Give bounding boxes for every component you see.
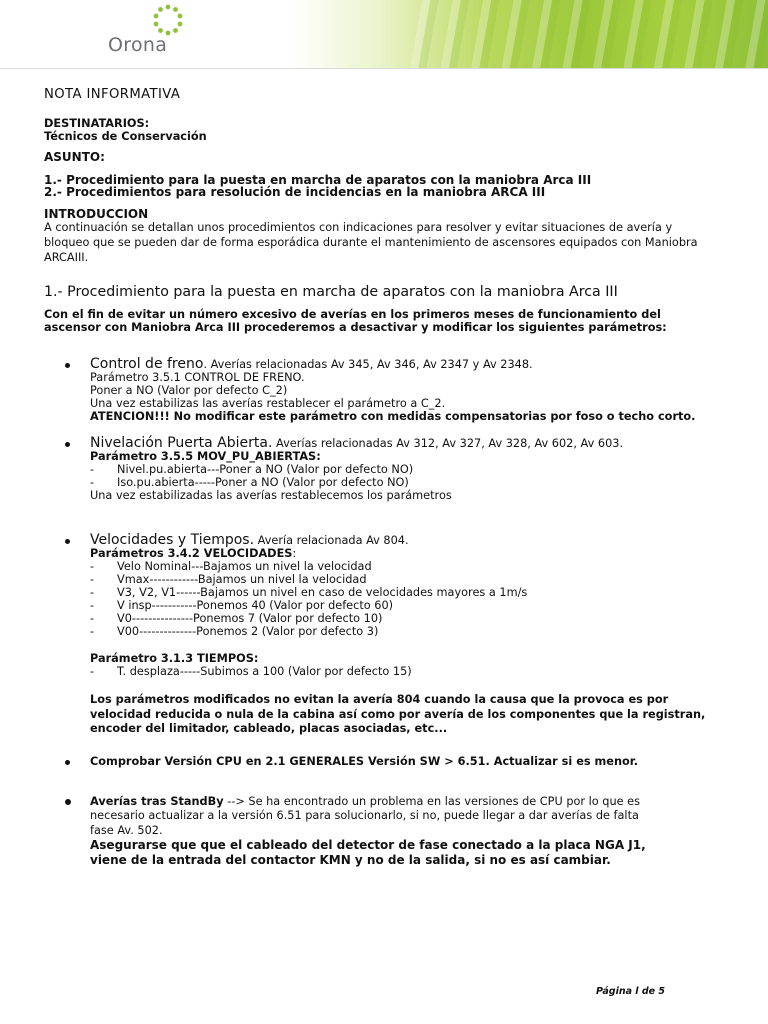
item-heading: Averías tras StandBy xyxy=(90,794,224,808)
param-detail: V insp-----------Ponemos 40 (Valor por defecto 60) xyxy=(117,599,394,612)
doc-title: NOTA INFORMATIVA xyxy=(44,87,181,102)
item-heading-detail: Averías relacionadas Av 312, Av 327, Av 328, Av 602, Av 603. xyxy=(272,437,624,450)
note-line: velocidad reducida o nula de la cabina así como por avería de los componentes que la registran, xyxy=(90,707,706,721)
dash-marker: - xyxy=(90,573,95,586)
page-number: Página l de 5 xyxy=(596,986,666,997)
item-velocidades xyxy=(44,534,734,737)
param-detail: V0---------------Ponemos 7 (Valor por defecto 10) xyxy=(117,612,383,625)
param-detail: V00--------------Ponemos 2 (Valor por defecto 3) xyxy=(117,625,379,638)
dash-marker: - xyxy=(90,599,95,612)
dash-marker: - xyxy=(90,625,95,638)
item-line: Comprobar Versión CPU en 2.1 GENERALES Versión SW > 6.51. Actualizar si es menor. xyxy=(90,754,638,768)
item-standby xyxy=(44,795,734,869)
item-heading-detail: . Averías relacionadas Av 345, Av 346, Av 2347 y Av 2348. xyxy=(203,358,533,371)
intro-line: bloqueo que se pueden dar de forma esporádica durante el mantenimiento de ascensores equipados con Maniobra xyxy=(44,236,698,249)
bullet-icon xyxy=(65,442,70,447)
param-detail: Nivel.pu.abierta---Poner a NO (Valor por defecto NO) xyxy=(117,463,414,476)
note-line: encoder del limitador, cableado, placas asociadas, etc... xyxy=(90,722,448,735)
subject-item-1: 1.- Procedimiento para la puesta en marcha de aparatos con la maniobra Arca III xyxy=(44,173,592,187)
param-detail: T. desplaza-----Subimos a 100 (Valor por defecto 15) xyxy=(117,665,412,678)
item-nivelacion xyxy=(44,437,734,502)
intro-line: ARCAIII. xyxy=(44,251,89,264)
param-colon: : xyxy=(292,547,297,560)
param-detail: V3, V2, V1------Bajamos un nivel en caso de velocidades mayores a 1m/s xyxy=(117,586,528,599)
item-heading: Velocidades y Tiempos. xyxy=(90,532,255,548)
item-line: necesario actualizar a la versión 6.51 para solucionarlo, si no, puede llegar a dar averías de falta xyxy=(90,809,639,822)
dash-marker: - xyxy=(90,476,95,489)
section-1-lead: ascensor con Maniobra Arca III procederemos a desactivar y modificar los siguientes parámetros: xyxy=(44,321,667,334)
dash-marker: - xyxy=(90,586,95,599)
item-heading-detail: --> Se ha encontrado un problema en las versiones de CPU por lo que es xyxy=(223,794,641,808)
param-line: Parámetros 3.4.2 VELOCIDADES xyxy=(90,547,293,560)
section-1-title: 1.- Procedimiento para la puesta en marcha de aparatos con la maniobra Arca III xyxy=(44,284,618,300)
item-line: Una vez estabilizas las averías restablecer el parámetro a C_2. xyxy=(90,397,446,410)
item-control-freno xyxy=(44,358,734,423)
item-heading: Control de freno xyxy=(90,356,204,372)
intro-label: INTRODUCCION xyxy=(44,207,149,221)
item-heading: Nivelación Puerta Abierta. xyxy=(90,435,273,451)
document-header xyxy=(0,0,768,69)
dash-marker: - xyxy=(90,560,95,573)
param-line: Parámetro 3.1.3 TIEMPOS: xyxy=(90,652,259,665)
logo-text: Orona xyxy=(108,34,168,56)
intro-line: A continuación se detallan unos procedimientos con indicaciones para resolver y evitar situaciones de avería y xyxy=(44,221,673,234)
item-line: fase Av. 502. xyxy=(90,823,163,837)
bullet-icon xyxy=(65,539,70,544)
item-line: Una vez estabilizadas las averías restablecemos los parámetros xyxy=(90,489,452,502)
bullet-icon xyxy=(65,760,70,765)
item-line: Parámetro 3.5.1 CONTROL DE FRENO. xyxy=(90,371,305,384)
param-detail: Vmax------------Bajamos un nivel la velocidad xyxy=(117,573,367,586)
section-1-lead: Con el fin de evitar un número excesivo de averías en los primeros meses de funcionamiento del xyxy=(44,308,661,321)
recipients-label: DESTINATARIOS: xyxy=(44,117,150,130)
item-cpu-version xyxy=(44,755,734,768)
warning-line: ATENCION!!! No modificar este parámetro con medidas compensatorias por foso o techo corto. xyxy=(90,410,696,423)
param-detail: Velo Nominal---Bajamos un nivel la velocidad xyxy=(117,560,372,573)
recipients-value: Técnicos de Conservación xyxy=(44,130,207,143)
param-line: Parámetro 3.5.5 MOV_PU_ABIERTAS: xyxy=(90,450,321,463)
subject-label: ASUNTO: xyxy=(44,150,105,164)
item-line: Poner a NO (Valor por defecto C_2) xyxy=(90,384,288,397)
bullet-icon xyxy=(65,799,71,805)
item-heading-detail: Avería relacionada Av 804. xyxy=(254,534,409,547)
document-body xyxy=(44,88,734,868)
warning-line: viene de la entrada del contactor KMN y no de la salida, si no es así cambiar. xyxy=(90,853,611,867)
dash-marker: - xyxy=(90,463,95,476)
param-detail: Iso.pu.abierta-----Poner a NO (Valor por defecto NO) xyxy=(117,476,409,489)
bullet-icon xyxy=(65,363,70,368)
dash-marker: - xyxy=(90,665,95,678)
orona-logo-icon xyxy=(152,4,184,36)
warning-line: Asegurarse que que el cableado del detector de fase conectado a la placa NGA J1, xyxy=(90,838,646,852)
header-decoration xyxy=(408,0,768,68)
note-line: Los parámetros modificados no evitan la avería 804 cuando la causa que la provoca es por xyxy=(90,693,669,706)
subject-item-2: 2.- Procedimientos para resolución de incidencias en la maniobra ARCA III xyxy=(44,185,546,199)
dash-marker: - xyxy=(90,612,95,625)
